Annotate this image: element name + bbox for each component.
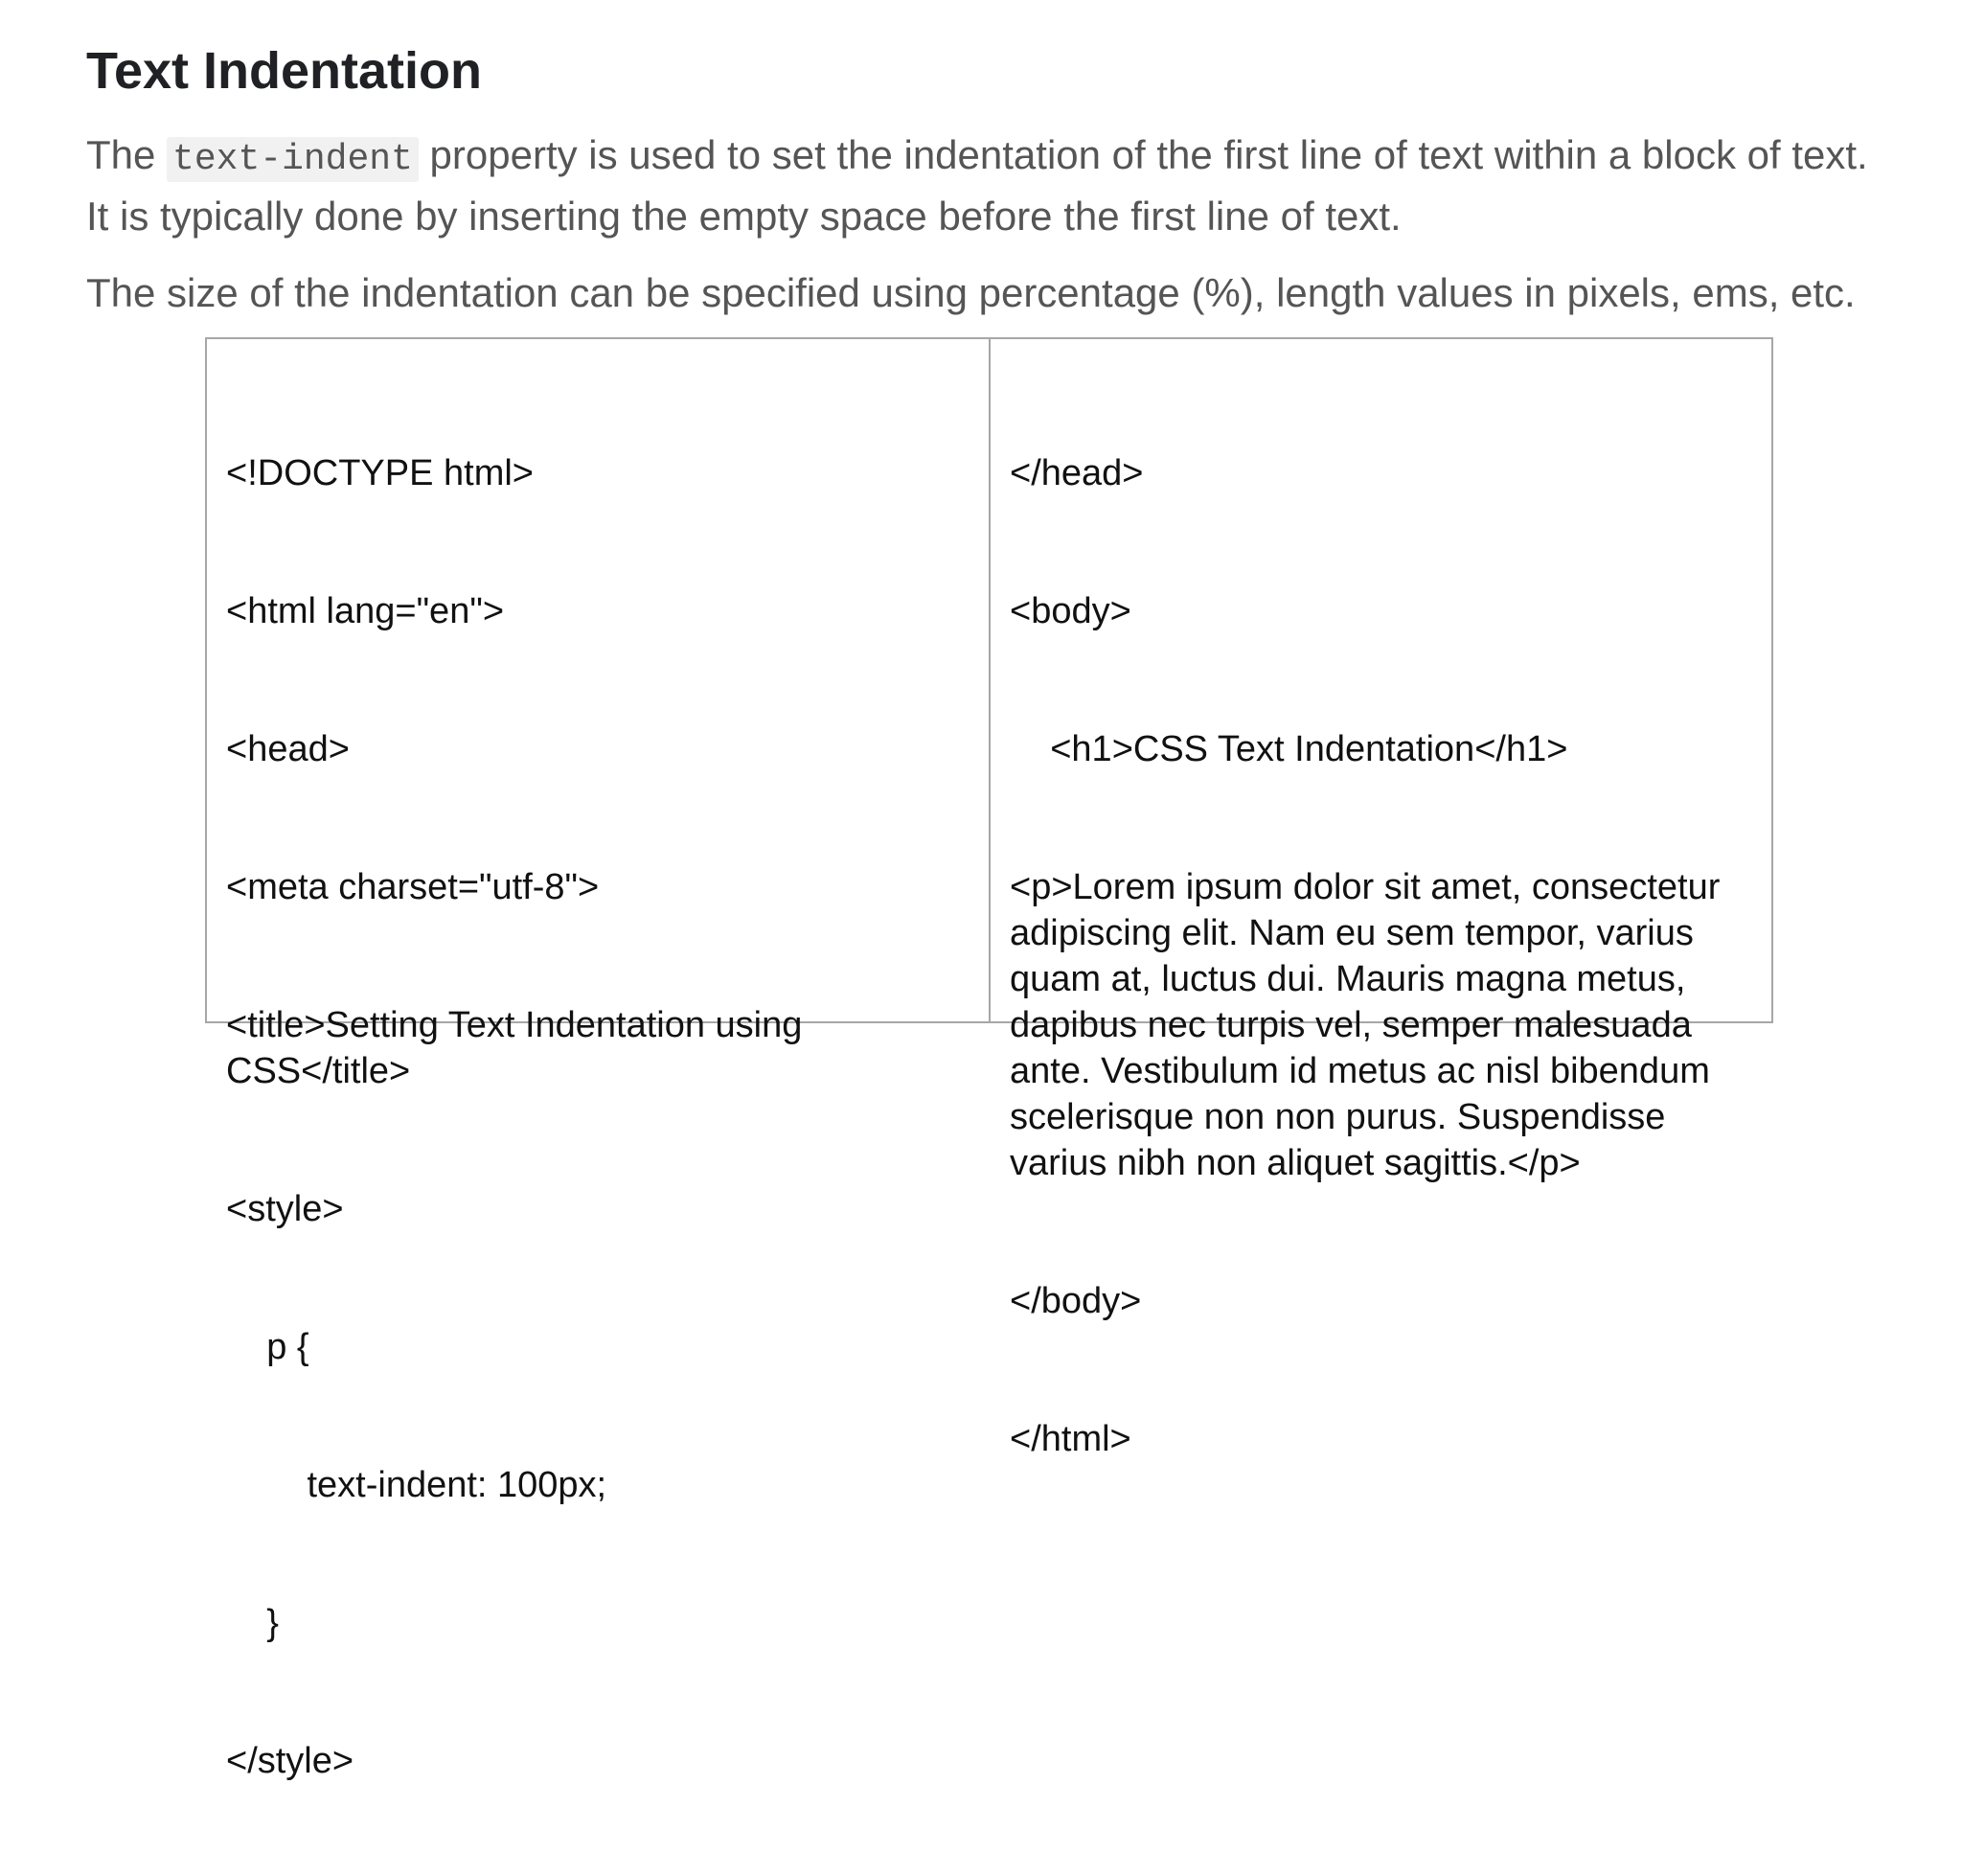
code-line: p { — [226, 1327, 309, 1367]
code-cell-right — [991, 339, 1771, 1459]
code-line: <h1>CSS Text Indentation</h1> — [1010, 729, 1568, 769]
code-line: <body> — [1010, 591, 1131, 631]
code-line: </html> — [1010, 1419, 1131, 1459]
code-line: } — [226, 1603, 279, 1643]
inline-code-property: text-indent — [167, 137, 419, 182]
code-line: <meta charset="utf-8"> — [226, 867, 600, 907]
code-line: <!DOCTYPE html> — [226, 453, 534, 493]
code-line: <title>Setting Text Indentation using CSS</title> — [226, 1005, 812, 1091]
code-line: <head> — [226, 729, 350, 769]
intro-paragraph — [86, 126, 1868, 244]
code-line: </style> — [226, 1741, 354, 1781]
intro-suffix: property is used to set the indentation of the first line of text within a block of text. It is typically done by inserting the empty space before the first line of text. — [86, 132, 1868, 239]
code-example-table — [205, 337, 1773, 1781]
code-line: <p>Lorem ipsum dolor sit amet, consectetur adipiscing elit. Nam eu sem tempor, varius quam at, luctus dui. Mauris magna metus, dapibus nec turpis vel, semper malesuada ante. Vestibulum id metus ac nisl bibendum scelerisque non non purus. Suspendisse varius nibh non aliquet sagittis.</p> — [1010, 867, 1730, 1183]
code-line: text-indent: 100px; — [226, 1465, 607, 1505]
code-cell-left — [207, 339, 991, 1781]
section-heading: Text Indentation — [86, 42, 482, 100]
code-line: <style> — [226, 1189, 344, 1229]
code-line: <html lang="en"> — [226, 591, 505, 631]
code-line: </body> — [1010, 1281, 1142, 1321]
size-note-paragraph: The size of the indentation can be specified using percentage (%), length values in pixels, ems, etc. — [86, 270, 1856, 315]
intro-prefix: The — [86, 132, 168, 177]
code-line: </head> — [1010, 453, 1144, 493]
